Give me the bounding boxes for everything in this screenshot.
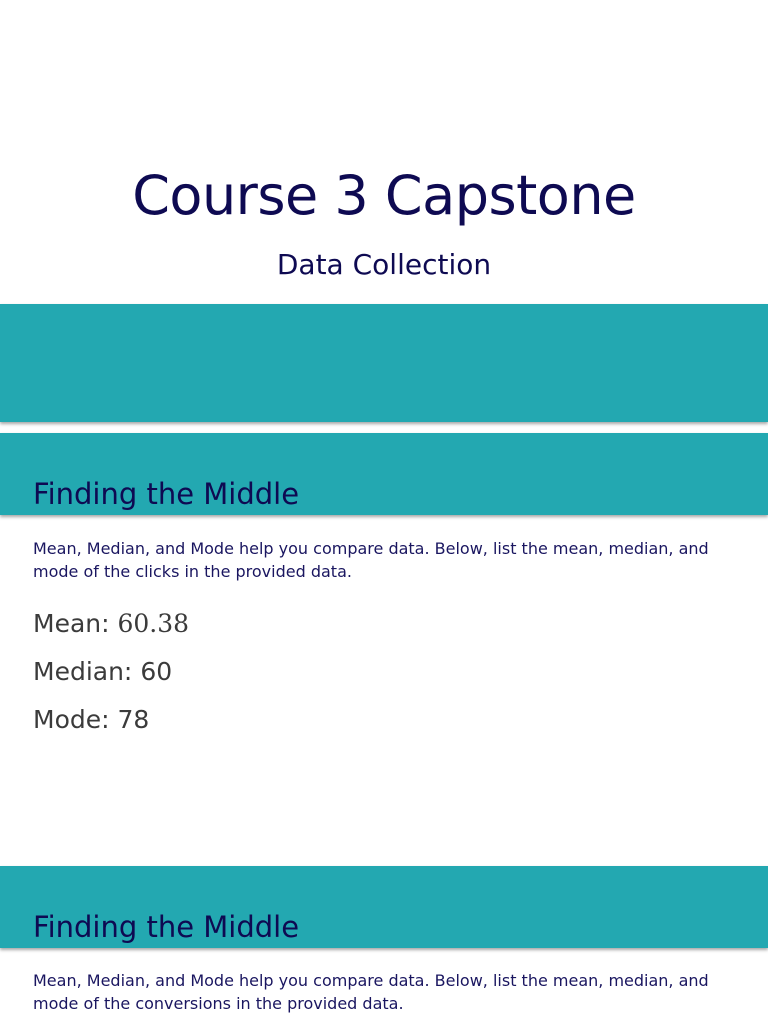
stats-list [33, 600, 189, 744]
title-slide [0, 0, 768, 304]
page-title: Course 3 Capstone [132, 164, 636, 227]
mode-stat [33, 696, 189, 744]
mode-value: 78 [117, 705, 150, 734]
section-header-band-2 [0, 866, 768, 948]
median-value: 60 [140, 657, 173, 686]
section-heading-1: Finding the Middle [33, 477, 300, 511]
mean-label: Mean: [33, 609, 110, 638]
section-heading-2: Finding the Middle [33, 910, 300, 944]
accent-band-top [0, 304, 768, 422]
mode-label: Mode: [33, 705, 110, 734]
median-stat [33, 648, 189, 696]
section-body-2: Mean, Median, and Mode help you compare data. Below, list the mean, median, and mode of the conversions in the provided data. [33, 971, 709, 1013]
page-subtitle: Data Collection [276, 248, 492, 281]
section-header-band-1 [0, 433, 768, 515]
median-label: Median: [33, 657, 133, 686]
mean-value: 60.38 [117, 609, 190, 638]
section-body-1: Mean, Median, and Mode help you compare data. Below, list the mean, median, and mode of the clicks in the provided data. [33, 539, 709, 581]
mean-stat [33, 600, 189, 648]
